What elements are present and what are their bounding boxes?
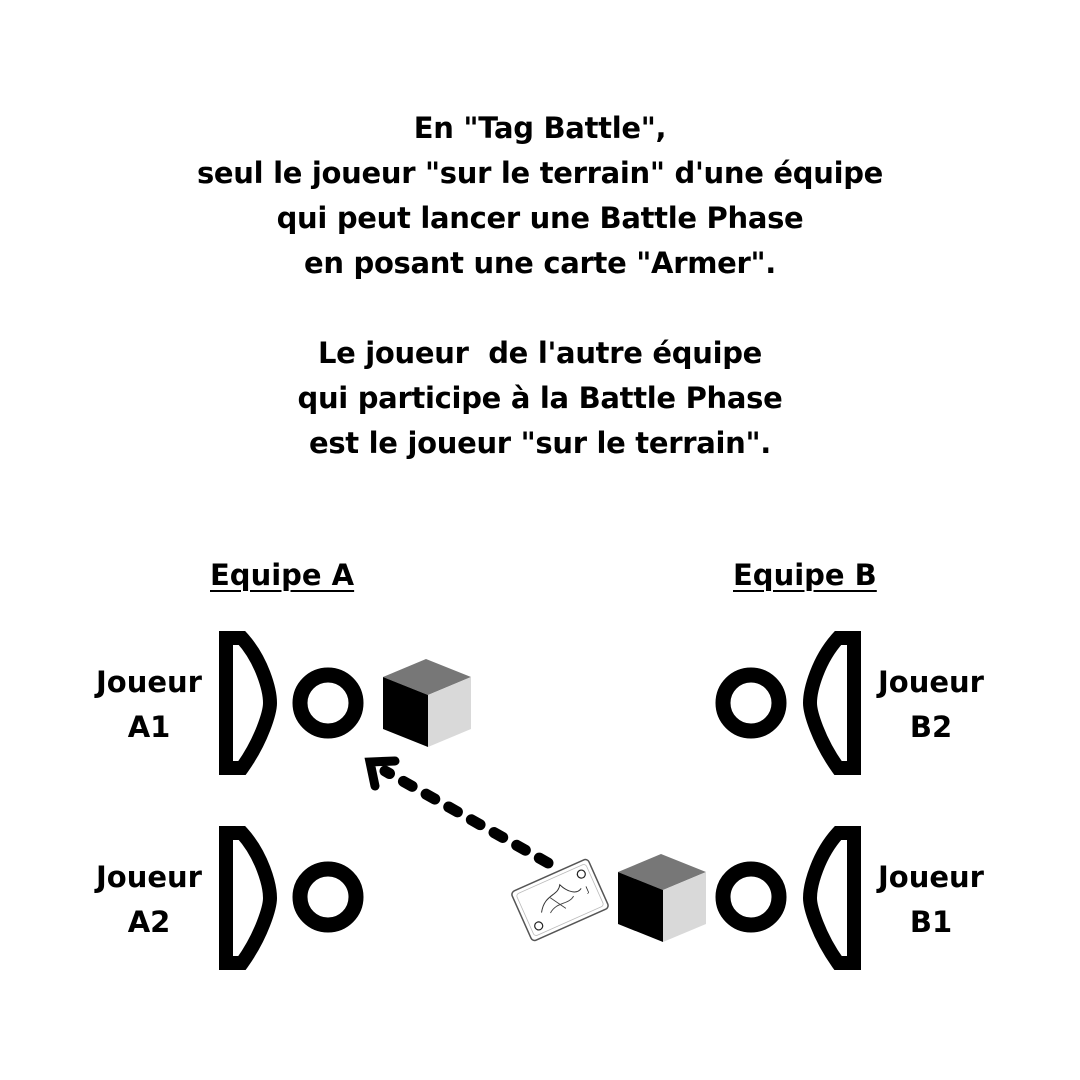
player-token-icon-b2 bbox=[723, 675, 779, 731]
intro-line: seul le joueur "sur le terrain" d'une équipe bbox=[196, 156, 884, 190]
player-label-a2: Joueur A2 bbox=[96, 860, 202, 939]
team-a-title: Equipe A bbox=[210, 558, 355, 592]
intro-line: qui peut lancer une Battle Phase bbox=[276, 201, 804, 235]
player-label-b2: Joueur B2 bbox=[878, 665, 984, 744]
field-zone-icon-b2 bbox=[810, 638, 854, 768]
player-label-b1: Joueur B1 bbox=[878, 860, 984, 939]
intro-line: est le joueur "sur le terrain". bbox=[308, 426, 772, 460]
field-zone-icon-a1 bbox=[226, 638, 270, 768]
cube-icon-b1 bbox=[618, 854, 706, 942]
intro-line: Le joueur de l'autre équipe bbox=[317, 336, 763, 370]
intro-line: En "Tag Battle", bbox=[413, 111, 667, 145]
player-token-icon-b1 bbox=[723, 869, 779, 925]
player-token-icon-a2 bbox=[300, 869, 356, 925]
team-b-title: Equipe B bbox=[733, 558, 877, 592]
armer-card-icon bbox=[511, 858, 610, 941]
field-zone-icon-a2 bbox=[226, 833, 270, 963]
dashed-arrow-icon bbox=[370, 761, 548, 863]
svg-text:J: J bbox=[584, 884, 591, 895]
player-label-a1: Joueur A1 bbox=[96, 665, 202, 744]
field-zone-icon-b1 bbox=[810, 833, 854, 963]
intro-line: en posant une carte "Armer". bbox=[303, 246, 777, 280]
player-token-icon-a1 bbox=[300, 675, 356, 731]
cube-icon-a1 bbox=[383, 659, 471, 747]
intro-line: qui participe à la Battle Phase bbox=[297, 381, 783, 415]
